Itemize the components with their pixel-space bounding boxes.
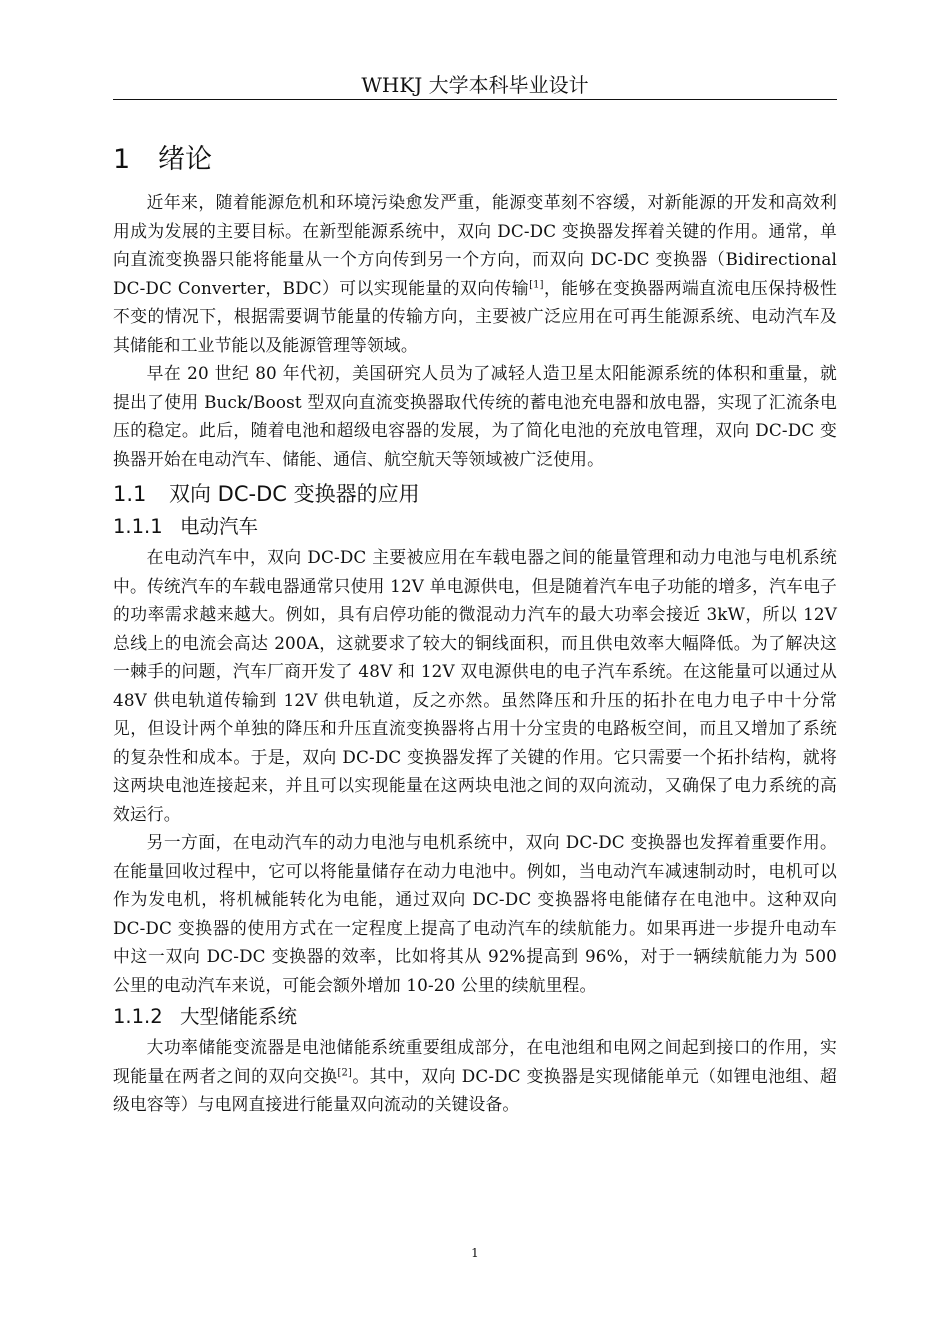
ev-paragraph-2: 另一方面，在电动汽车的动力电池与电机系统中，双向 DC-DC 变换器也发挥着重要作用。在能量回收过程中，它可以将能量储存在动力电池中。例如，当电动汽车减速制动时，电机可以作为发电机，将机械能转化为电能，通过双向 DC-DC 变换器将电能储存在电池中。这种双向 DC-DC 变换器的使用方式在一定程度上提高了电动汽车的续航能力。如果再进一步提升电动车中这一双向 DC-DC 变换器的效率，比如将其从 92%提高到 96%，对于一辆续航能力为 500 公里的电动汽车来说，可能会额外增加 10-20 公里的续航里程。 bbox=[113, 832, 837, 995]
section-number: 1.1 bbox=[113, 482, 147, 506]
citation-1[interactable]: [1] bbox=[529, 278, 544, 290]
section-title: 双向 DC-DC 变换器的应用 bbox=[169, 482, 420, 506]
running-header: WHKJ 大学本科毕业设计 bbox=[361, 73, 589, 97]
intro-paragraph-1 bbox=[113, 188, 837, 359]
chapter-number: 1 bbox=[113, 144, 131, 175]
subsection-title: 电动汽车 bbox=[180, 515, 259, 538]
subsection-heading-1-1-2 bbox=[113, 1003, 837, 1031]
intro-p1-tail: ，能够在变换器两端直流电压保持极性不变的情况下，根据需要调节能量的传输方向，主要被广泛应用在可再生能源系统、电动汽车及其储能和工业节能以及能源管理等领域。 bbox=[113, 277, 837, 355]
page-number: 1 bbox=[471, 1246, 479, 1260]
page-body bbox=[113, 140, 837, 1119]
storage-paragraph-1 bbox=[113, 1033, 837, 1119]
header-rule bbox=[113, 99, 837, 100]
subsection-title: 大型储能系统 bbox=[180, 1005, 298, 1028]
storage-p1-tail: 。其中，双向 DC-DC 变换器是实现储能单元（如锂电池组、超级电容等）与电网直接进行能量双向流动的关键设备。 bbox=[113, 1065, 837, 1114]
citation-2[interactable]: [2] bbox=[337, 1066, 353, 1078]
chapter-title: 绪论 bbox=[158, 144, 212, 175]
subsection-number: 1.1.2 bbox=[113, 1005, 163, 1028]
section-heading-1-1 bbox=[113, 479, 837, 509]
intro-paragraph-2: 早在 20 世纪 80 年代初，美国研究人员为了减轻人造卫星太阳能源系统的体积和重量，就提出了使用 Buck/Boost 型双向直流变换器取代传统的蓄电池充电器和放电器，实现了汇流条电压的稳定。此后，随着电池和超级电容器的发展，为了简化电池的充放电管理，双向 DC-DC 变换器开始在电动汽车、储能、通信、航空航天等领域被广泛使用。 bbox=[113, 363, 837, 469]
chapter-heading bbox=[113, 140, 837, 180]
subsection-number: 1.1.1 bbox=[113, 515, 163, 538]
intro-p1-text: 近年来，随着能源危机和环境污染愈发严重，能源变革刻不容缓，对新能源的开发和高效利用成为发展的主要目标。在新型能源系统中，双向 DC-DC 变换器发挥着关键的作用。通常，单向直流变换器只能将能量从一个方向传到另一个方向，而双向 DC-DC 变换器（Bidirectional DC-DC Converter，BDC）可以实现能量的双向传输 bbox=[113, 192, 837, 298]
storage-p1-text: 大功率储能变流器是电池储能系统重要组成部分，在电池组和电网之间起到接口的作用，实现能量在两者之间的双向交换 bbox=[113, 1037, 837, 1086]
ev-paragraph-1: 在电动汽车中，双向 DC-DC 主要被应用在车载电器之间的能量管理和动力电池与电机系统中。传统汽车的车载电器通常只使用 12V 单电源供电，但是随着汽车电子功能的增多，汽车电子的功率需求越来越大。例如，具有启停功能的微混动力汽车的最大功率会接近 3kW，所以 12V 总线上的电流会高达 200A，这就要求了较大的铜线面积，而且供电效率大幅降低。为了解决这一棘手的问题，汽车厂商开发了 48V 和 12V 双电源供电的电子汽车系统。在这能量可以通过从 48V 供电轨道传输到 12V 供电轨道，反之亦然。虽然降压和升压的拓扑在电力电子中十分常见，但设计两个单独的降压和升压直流变换器将占用十分宝贵的电路板空间，而且又增加了系统的复杂性和成本。于是，双向 DC-DC 变换器发挥了关键的作用。它只需要一个拓扑结构，就将这两块电池连接起来，并且可以实现能量在这两块电池之间的双向流动，又确保了电力系统的高效运行。 bbox=[113, 547, 837, 824]
subsection-heading-1-1-1 bbox=[113, 513, 837, 541]
